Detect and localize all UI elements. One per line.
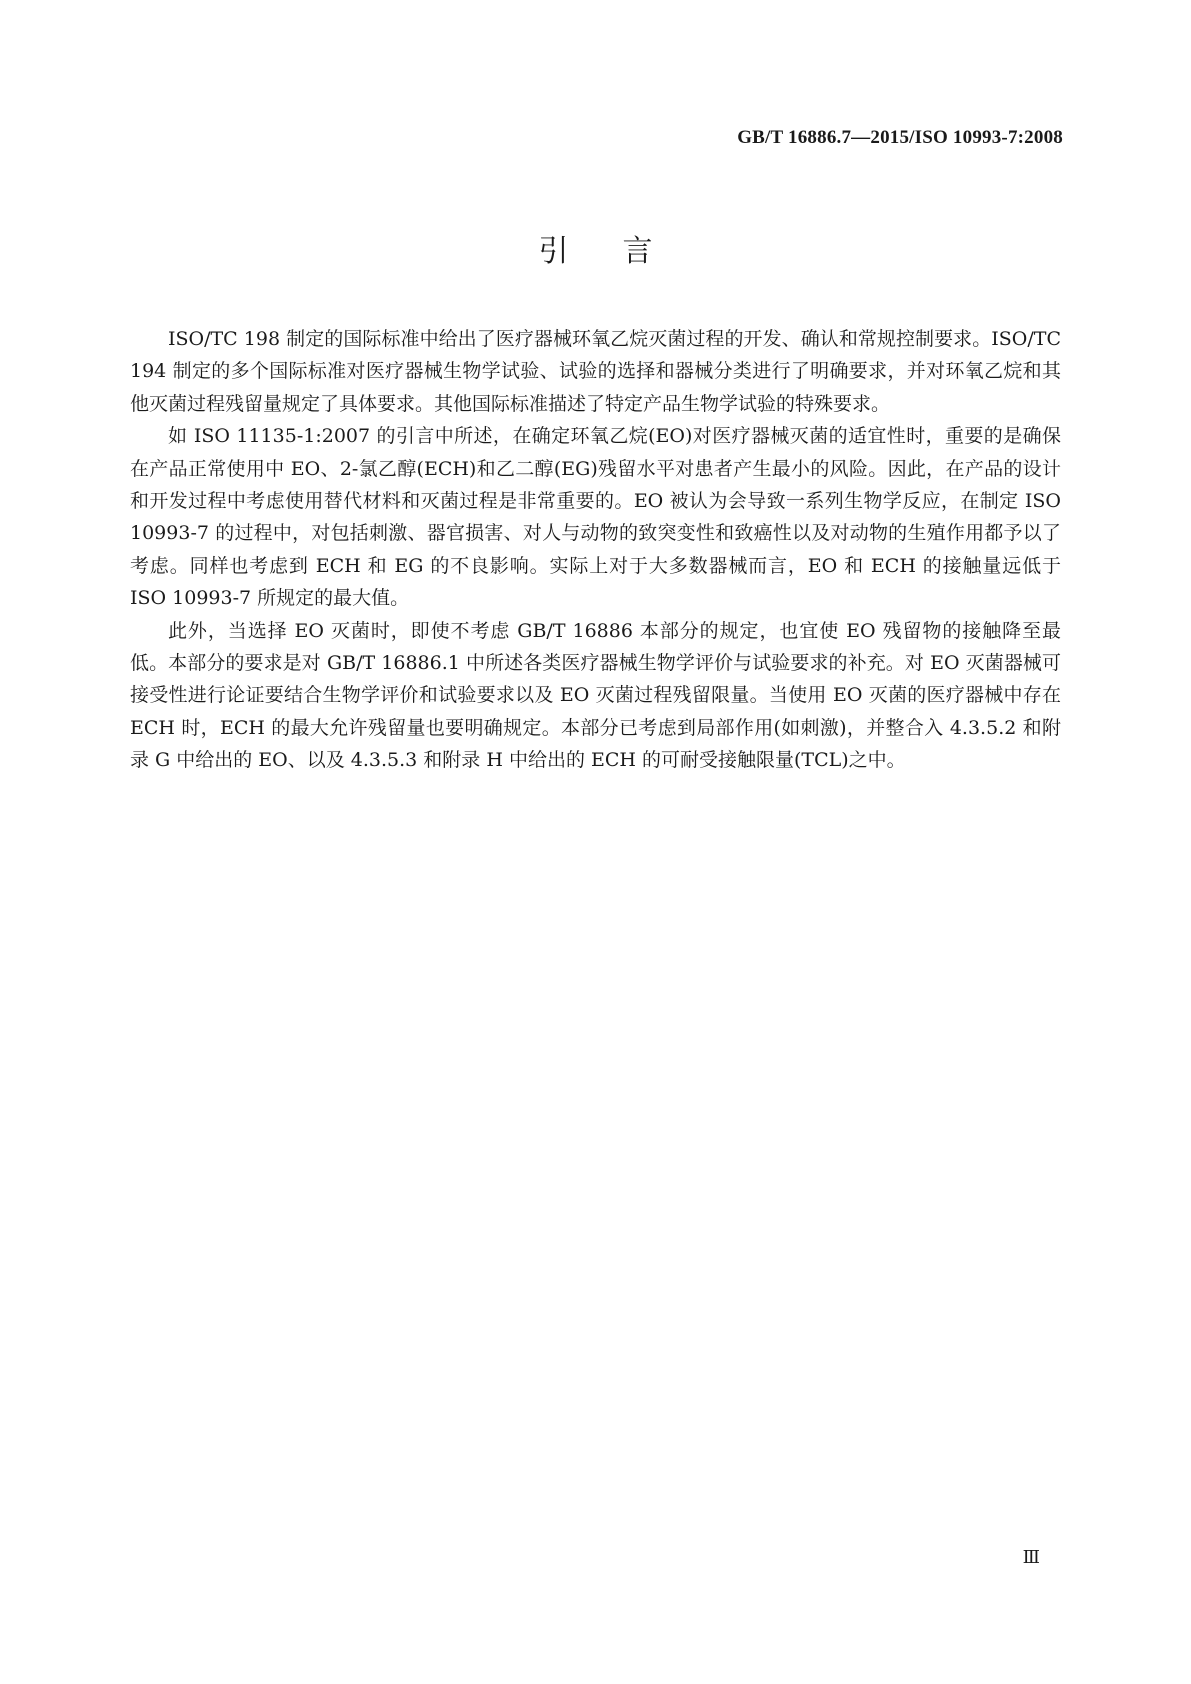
title-char: 言 bbox=[622, 234, 653, 269]
paragraph-1: ISO/TC 198 制定的国际标准中给出了医疗器械环氧乙烷灭菌过程的开发、确认和常规控制要求。ISO/TC 194 制定的多个国际标准对医疗器械生物学试验、试验的选择和器械分类进行了明确要求，并对环氧乙烷和其他灭菌过程残留量规定了具体要求。其他国际标准描述了特定产品生物学试验的特殊要求。 bbox=[130, 328, 1061, 415]
standard-number-header: GB/T 16886.7—2015/ISO 10993-7:2008 bbox=[737, 127, 1063, 148]
introduction-body bbox=[130, 323, 1061, 777]
page-title bbox=[0, 226, 1191, 270]
paragraph-2: 如 ISO 11135-1:2007 的引言中所述，在确定环氧乙烷(EO)对医疗器械灭菌的适宜性时，重要的是确保在产品正常使用中 EO、2-氯乙醇(ECH)和乙二醇(EG)残留水平对患者产生最小的风险。因此，在产品的设计和开发过程中考虑使用替代材料和灭菌过程是非常重要的。EO 被认为会导致一系列生物学反应，在制定 ISO 10993-7 的过程中，对包括刺激、器官损害、对人与动物的致突变性和致癌性以及对动物的生殖作用都予以了考虑。同样也考虑到 ECH 和 EG 的不良影响。实际上对于大多数器械而言，EO 和 ECH 的接触量远低于 ISO 10993-7 所规定的最大值。 bbox=[130, 425, 1061, 610]
title-char: 引 bbox=[538, 234, 569, 269]
page-number: Ⅲ bbox=[1022, 1547, 1040, 1567]
paragraph-3: 此外，当选择 EO 灭菌时，即使不考虑 GB/T 16886 本部分的规定，也宜使 EO 残留物的接触降至最低。本部分的要求是对 GB/T 16886.1 中所述各类医疗器械生物学评价与试验要求的补充。对 EO 灭菌器械可接受性进行论证要结合生物学评价和试验要求以及 EO 灭菌过程残留限量。当使用 EO 灭菌的医疗器械中存在 ECH 时，ECH 的最大允许残留量也要明确规定。本部分已考虑到局部作用(如刺激)，并整合入 4.3.5.2 和附录 G 中给出的 EO、以及 4.3.5.3 和附录 H 中给出的 ECH 的可耐受接触限量(TCL)之中。 bbox=[130, 619, 1061, 772]
